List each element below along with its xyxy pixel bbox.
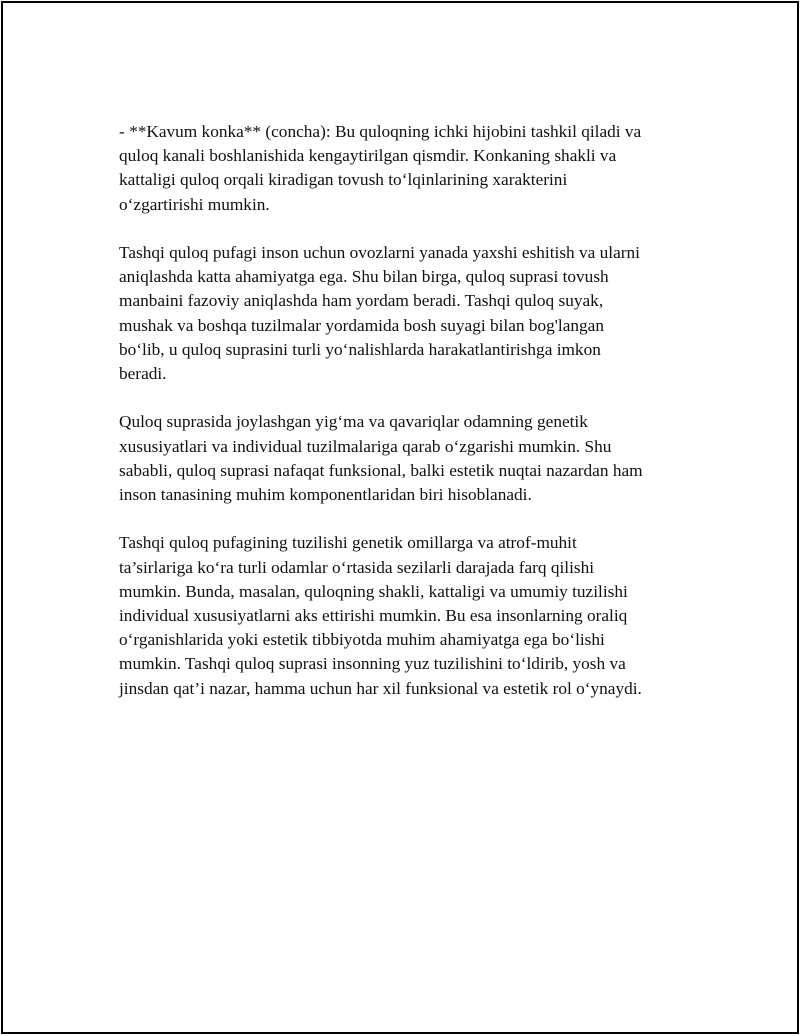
text-line: individual xususiyatlarni aks ettirishi mumkin. Bu esa insonlarning oraliq <box>119 606 628 626</box>
text-line: o‘rganishlarida yoki estetik tibbiyotda muhim ahamiyatga ega bo‘lishi <box>119 630 605 650</box>
text-line: xususiyatlari va individual tuzilmalariga qarab o‘zgarishi mumkin. Shu <box>119 436 612 456</box>
text-line: o‘zgartirishi mumkin. <box>119 194 270 214</box>
text-line: Quloq suprasida joylashgan yig‘ma va qavariqlar odamning genetik <box>119 412 588 432</box>
paragraph-structure-variation <box>119 531 689 700</box>
paragraph-concha <box>119 120 689 217</box>
text-line: kattaligi quloq orqali kiradigan tovush to‘lqinlarining xarakterini <box>119 170 568 190</box>
document-page <box>1 1 799 1034</box>
text-line: mushak va boshqa tuzilmalar yordamida bosh suyagi bilan bog'langan <box>119 315 604 335</box>
text-line: mumkin. Bunda, masalan, quloqning shakli, kattaligi va umumiy tuzilishi <box>119 581 628 601</box>
text-line: bo‘lib, u quloq suprasini turli yo‘nalishlarda harakatlantirishga imkon <box>119 339 601 359</box>
text-line: sababli, quloq suprasi nafaqat funksional, balki estetik nuqtai nazardan ham <box>119 460 643 480</box>
paragraph-outer-ear-function <box>119 241 689 386</box>
text-line: Tashqi quloq pufagi inson uchun ovozlarni yanada yaxshi eshitish va ularni <box>119 243 640 262</box>
document-body <box>119 120 689 725</box>
text-line: - **Kavum konka** (concha): Bu quloqning ichki hijobini tashkil qiladi va <box>119 122 642 141</box>
text-line: mumkin. Tashqi quloq suprasi insonning yuz tuzilishini to‘ldirib, yosh va <box>119 654 626 674</box>
text-line: quloq kanali boshlanishida kengaytirilgan qismdir. Konkaning shakli va <box>119 146 617 166</box>
text-line: inson tanasining muhim komponentlaridan biri hisoblanadi. <box>119 485 532 505</box>
text-line: ta’sirlariga ko‘ra turli odamlar o‘rtasida sezilarli darajada farq qilishi <box>119 557 595 577</box>
text-line: manbaini fazoviy aniqlashda ham yordam beradi. Tashqi quloq suyak, <box>119 291 604 311</box>
text-line: Tashqi quloq pufagining tuzilishi genetik omillarga va atrof-muhit <box>119 533 577 553</box>
paragraph-folds-genetics <box>119 410 689 507</box>
text-line: aniqlashda katta ahamiyatga ega. Shu bilan birga, quloq suprasi tovush <box>119 267 609 287</box>
text-line: beradi. <box>119 364 167 384</box>
text-line: jinsdan qat’i nazar, hamma uchun har xil funksional va estetik rol o‘ynaydi. <box>119 678 642 698</box>
